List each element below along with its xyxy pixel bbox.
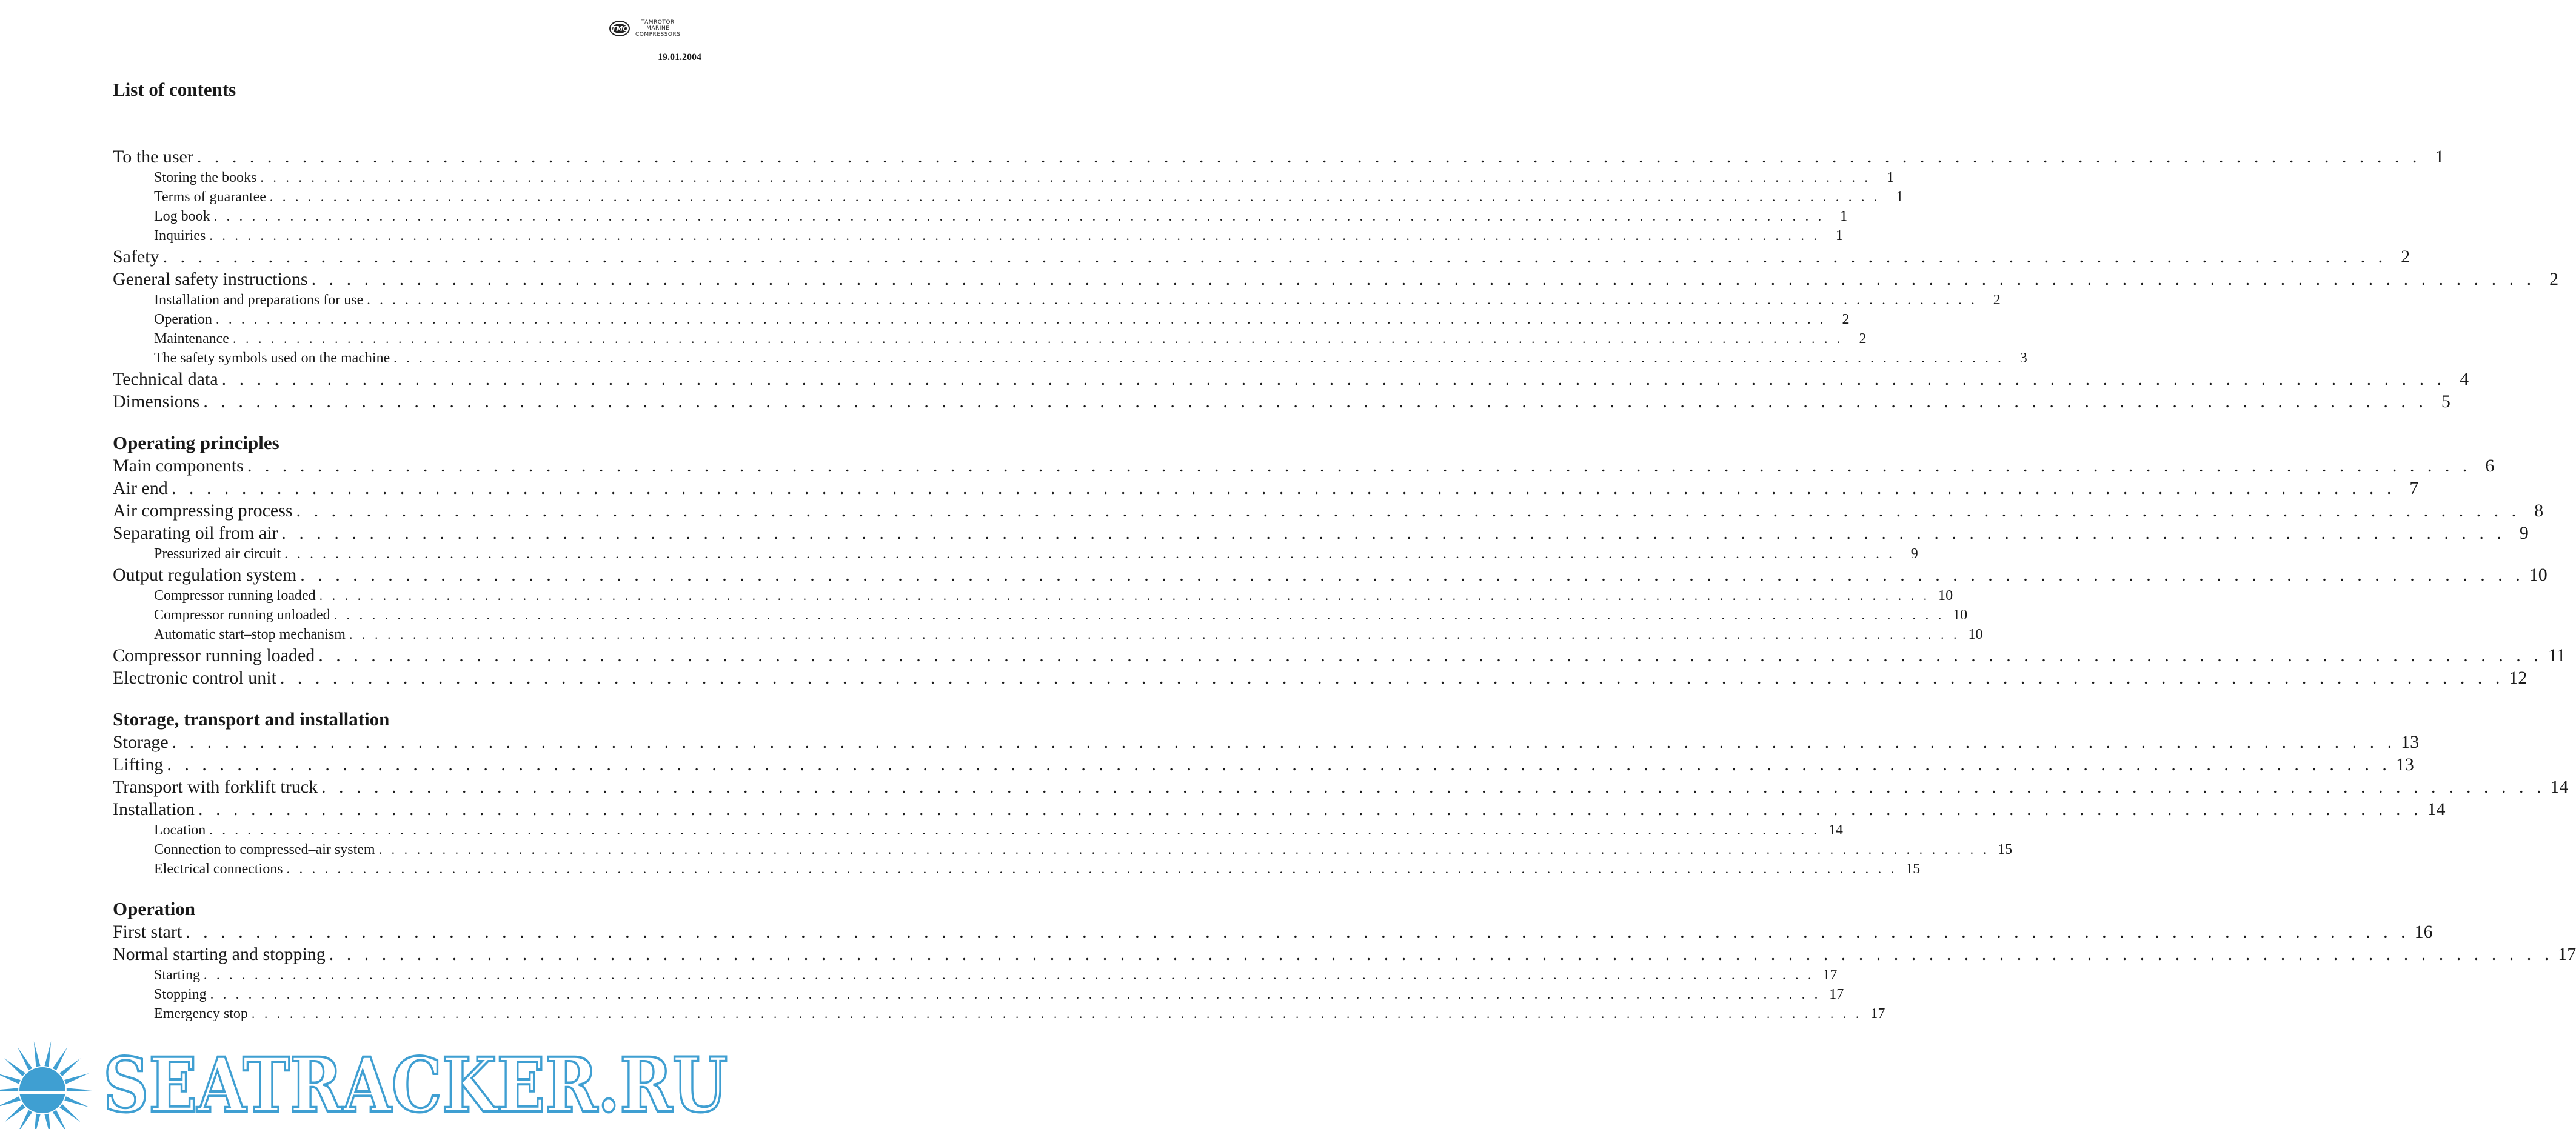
- toc-entry-title: Stopping: [154, 987, 207, 1002]
- toc-entry-title: Transport with forklift truck: [113, 777, 318, 797]
- toc-entry-page: 4: [2460, 369, 2469, 389]
- dot-leader: [209, 226, 1820, 245]
- toc-entry[interactable]: [113, 943, 2576, 965]
- toc-entry-title: Log book: [154, 208, 210, 224]
- toc-entry[interactable]: [113, 499, 2544, 522]
- toc-entry[interactable]: [113, 390, 2451, 413]
- toc-entry-page: 17: [1822, 967, 1838, 983]
- document-date: 19.01.2004: [658, 52, 701, 62]
- toc-entry[interactable]: [113, 821, 1843, 840]
- dot-leader: [210, 985, 1821, 1004]
- toc-entry-page: 3: [2019, 350, 2027, 366]
- toc-entry-page: 5: [2441, 391, 2451, 411]
- toc-entry-page: 14: [2550, 777, 2569, 797]
- toc-entry-page: 17: [1829, 987, 1844, 1002]
- toc-entry-title: Location: [154, 822, 206, 838]
- toc-entry[interactable]: [113, 776, 2569, 798]
- dot-leader: [280, 667, 2504, 689]
- dot-leader: [296, 499, 2521, 522]
- toc-entry[interactable]: [113, 187, 1904, 207]
- toc-entry[interactable]: [113, 477, 2419, 499]
- toc-entry-page: 1: [1886, 170, 1894, 185]
- toc-entry-title: General safety instructions: [113, 269, 308, 289]
- toc-entry-title: Storing the books: [154, 170, 257, 185]
- sun-icon: [0, 1041, 92, 1129]
- toc-entry-page: 1: [2435, 147, 2444, 167]
- toc-entry-page: 9: [1910, 546, 1918, 562]
- toc-entry[interactable]: [113, 245, 2410, 268]
- toc-entry-page: 13: [2395, 754, 2414, 774]
- toc-entry-title: Starting: [154, 967, 200, 983]
- dot-leader: [287, 859, 1898, 879]
- toc-entry-title: Maintenance: [154, 331, 229, 347]
- toc-entry-title: Pressurized air circuit: [154, 546, 281, 562]
- toc-entry[interactable]: [113, 348, 2027, 368]
- toc-entry-page: 10: [2529, 565, 2548, 585]
- logo-mark-text: TMC: [611, 25, 628, 33]
- dot-leader: [247, 455, 2472, 477]
- toc-entry-title: Dimensions: [113, 391, 200, 411]
- toc-entry-title: Safety: [113, 247, 159, 267]
- toc-entry[interactable]: [113, 625, 1983, 644]
- toc-entry-page: 13: [2401, 732, 2420, 752]
- toc-entry[interactable]: [113, 168, 1894, 187]
- toc-entry-page: 10: [1938, 588, 1953, 604]
- toc-entry-title: Air compressing process: [113, 501, 293, 521]
- page-title: List of contents: [113, 79, 236, 100]
- toc-entry[interactable]: [113, 586, 1953, 605]
- toc-entry[interactable]: [113, 921, 2433, 943]
- toc-entry-title: Electronic control unit: [113, 668, 276, 688]
- toc-entry-title: First start: [113, 922, 182, 942]
- toc-entry-title: Installation and preparations for use: [154, 292, 364, 308]
- dot-leader: [216, 310, 1827, 329]
- dot-leader: [163, 245, 2387, 268]
- toc-entry-page: 2: [1859, 331, 1867, 347]
- toc-entry[interactable]: [113, 310, 1850, 329]
- toc-entry[interactable]: [113, 145, 2444, 168]
- toc-entry[interactable]: [113, 455, 2495, 477]
- section-heading: Storage, transport and installation: [113, 708, 390, 730]
- toc-entry-page: 11: [2548, 645, 2566, 665]
- toc-entry-title: Electrical connections: [154, 861, 283, 877]
- toc-entry-page: 15: [1905, 861, 1921, 877]
- toc-entry-title: Compressor running unloaded: [154, 607, 330, 623]
- watermark: [0, 1021, 733, 1129]
- toc-entry-page: 1: [1835, 228, 1843, 244]
- toc-entry-title: Emergency stop: [154, 1006, 248, 1022]
- toc-entry[interactable]: [113, 644, 2566, 667]
- toc-entry[interactable]: [113, 731, 2420, 753]
- toc-entry-page: 1: [1896, 189, 1904, 205]
- toc-entry-title: Compressor running loaded: [154, 588, 316, 604]
- section-heading: Operation: [113, 898, 196, 919]
- toc-entry[interactable]: [113, 667, 2527, 689]
- toc-entry-page: 6: [2485, 456, 2495, 476]
- dot-leader: [329, 943, 2554, 965]
- toc-entry-page: 10: [1953, 607, 1968, 623]
- dot-leader: [186, 921, 2410, 943]
- toc-entry-page: 14: [2427, 799, 2446, 819]
- toc-entry-title: Output regulation system: [113, 565, 297, 585]
- toc-entry[interactable]: [113, 207, 1848, 226]
- dot-leader: [393, 348, 2004, 368]
- toc-entry-page: 15: [1998, 842, 2013, 858]
- dot-leader: [198, 798, 2423, 821]
- toc-entry[interactable]: [113, 544, 1918, 564]
- toc-entry-page: 2: [2401, 247, 2410, 267]
- toc-entry[interactable]: [113, 965, 1838, 985]
- toc-entry[interactable]: [113, 753, 2414, 776]
- table-of-contents: [113, 145, 2576, 1024]
- company-name-line: COMPRESSORS: [635, 32, 681, 38]
- dot-leader: [172, 477, 2396, 499]
- toc-entry[interactable]: [113, 329, 1867, 348]
- toc-entry-page: 12: [2509, 668, 2527, 688]
- dot-leader: [197, 145, 2421, 168]
- company-logo: [609, 19, 680, 38]
- toc-entry-page: 10: [1968, 627, 1983, 642]
- toc-entry-title: Air end: [113, 478, 168, 498]
- dot-leader: [312, 268, 2536, 290]
- toc-entry-title: Lifting: [113, 754, 164, 774]
- dot-leader: [319, 586, 1930, 605]
- toc-entry[interactable]: [113, 605, 1968, 625]
- toc-entry-page: 2: [1842, 311, 1850, 327]
- dot-leader: [214, 207, 1825, 226]
- toc-entry-title: Separating oil from air: [113, 523, 278, 543]
- toc-entry-page: 2: [1993, 292, 2001, 308]
- dot-leader: [284, 544, 1895, 564]
- dot-leader: [167, 753, 2391, 776]
- toc-entry[interactable]: [113, 290, 2001, 310]
- toc-entry-title: Technical data: [113, 369, 218, 389]
- toc-entry-title: Normal starting and stopping: [113, 944, 326, 964]
- toc-entry-page: 8: [2534, 501, 2544, 521]
- dot-leader: [209, 821, 1820, 840]
- dot-leader: [233, 329, 1844, 348]
- dot-leader: [300, 564, 2524, 586]
- toc-entry-page: 16: [2414, 922, 2433, 942]
- toc-entry-title: Operation: [154, 311, 212, 327]
- toc-entry-title: To the user: [113, 147, 193, 167]
- toc-entry[interactable]: [113, 522, 2529, 544]
- company-name: [635, 19, 680, 38]
- dot-leader: [281, 522, 2506, 544]
- dot-leader: [270, 187, 1881, 207]
- dot-leader: [318, 644, 2543, 667]
- toc-entry[interactable]: [113, 368, 2469, 390]
- toc-entry-title: Compressor running loaded: [113, 645, 315, 665]
- dot-leader: [334, 605, 1945, 625]
- toc-entry-page: 17: [1870, 1006, 1885, 1022]
- toc-entry-page: 9: [2519, 523, 2529, 543]
- dot-leader: [321, 776, 2546, 798]
- toc-entry-title: Main components: [113, 456, 244, 476]
- toc-entry[interactable]: [113, 564, 2548, 586]
- toc-entry-page: 17: [2558, 944, 2576, 964]
- toc-entry[interactable]: [113, 798, 2446, 821]
- toc-entry-title: Terms of guarantee: [154, 189, 266, 205]
- dot-leader: [367, 290, 1978, 310]
- toc-entry-title: Inquiries: [154, 228, 206, 244]
- toc-entry-page: 14: [1828, 822, 1843, 838]
- dot-leader: [379, 840, 1990, 859]
- toc-entry-title: Installation: [113, 799, 195, 819]
- toc-entry[interactable]: [113, 985, 1844, 1004]
- toc-entry[interactable]: [113, 859, 1921, 879]
- company-name-line: TAMROTOR: [641, 19, 675, 25]
- toc-entry[interactable]: [113, 840, 2013, 859]
- dot-leader: [222, 368, 2446, 390]
- toc-entry-page: 1: [1840, 208, 1848, 224]
- toc-entry-title: Storage: [113, 732, 169, 752]
- tmc-logo-icon: [609, 19, 631, 38]
- toc-entry-title: Automatic start–stop mechanism: [154, 627, 346, 642]
- toc-entry-page: 2: [2549, 269, 2559, 289]
- dot-leader: [172, 731, 2397, 753]
- toc-entry-title: Connection to compressed–air system: [154, 842, 375, 858]
- dot-leader: [349, 625, 1960, 644]
- section-heading: Operating principles: [113, 432, 279, 453]
- dot-leader: [204, 965, 1815, 985]
- toc-entry-title: The safety symbols used on the machine: [154, 350, 390, 366]
- dot-leader: [260, 168, 1871, 187]
- dot-leader: [203, 390, 2427, 413]
- toc-entry-page: 7: [2409, 478, 2419, 498]
- company-name-line: MARINE: [646, 25, 670, 32]
- watermark-text: SEATRACKER.RU: [103, 1042, 728, 1129]
- toc-entry[interactable]: [113, 226, 1843, 245]
- toc-entry[interactable]: [113, 268, 2559, 290]
